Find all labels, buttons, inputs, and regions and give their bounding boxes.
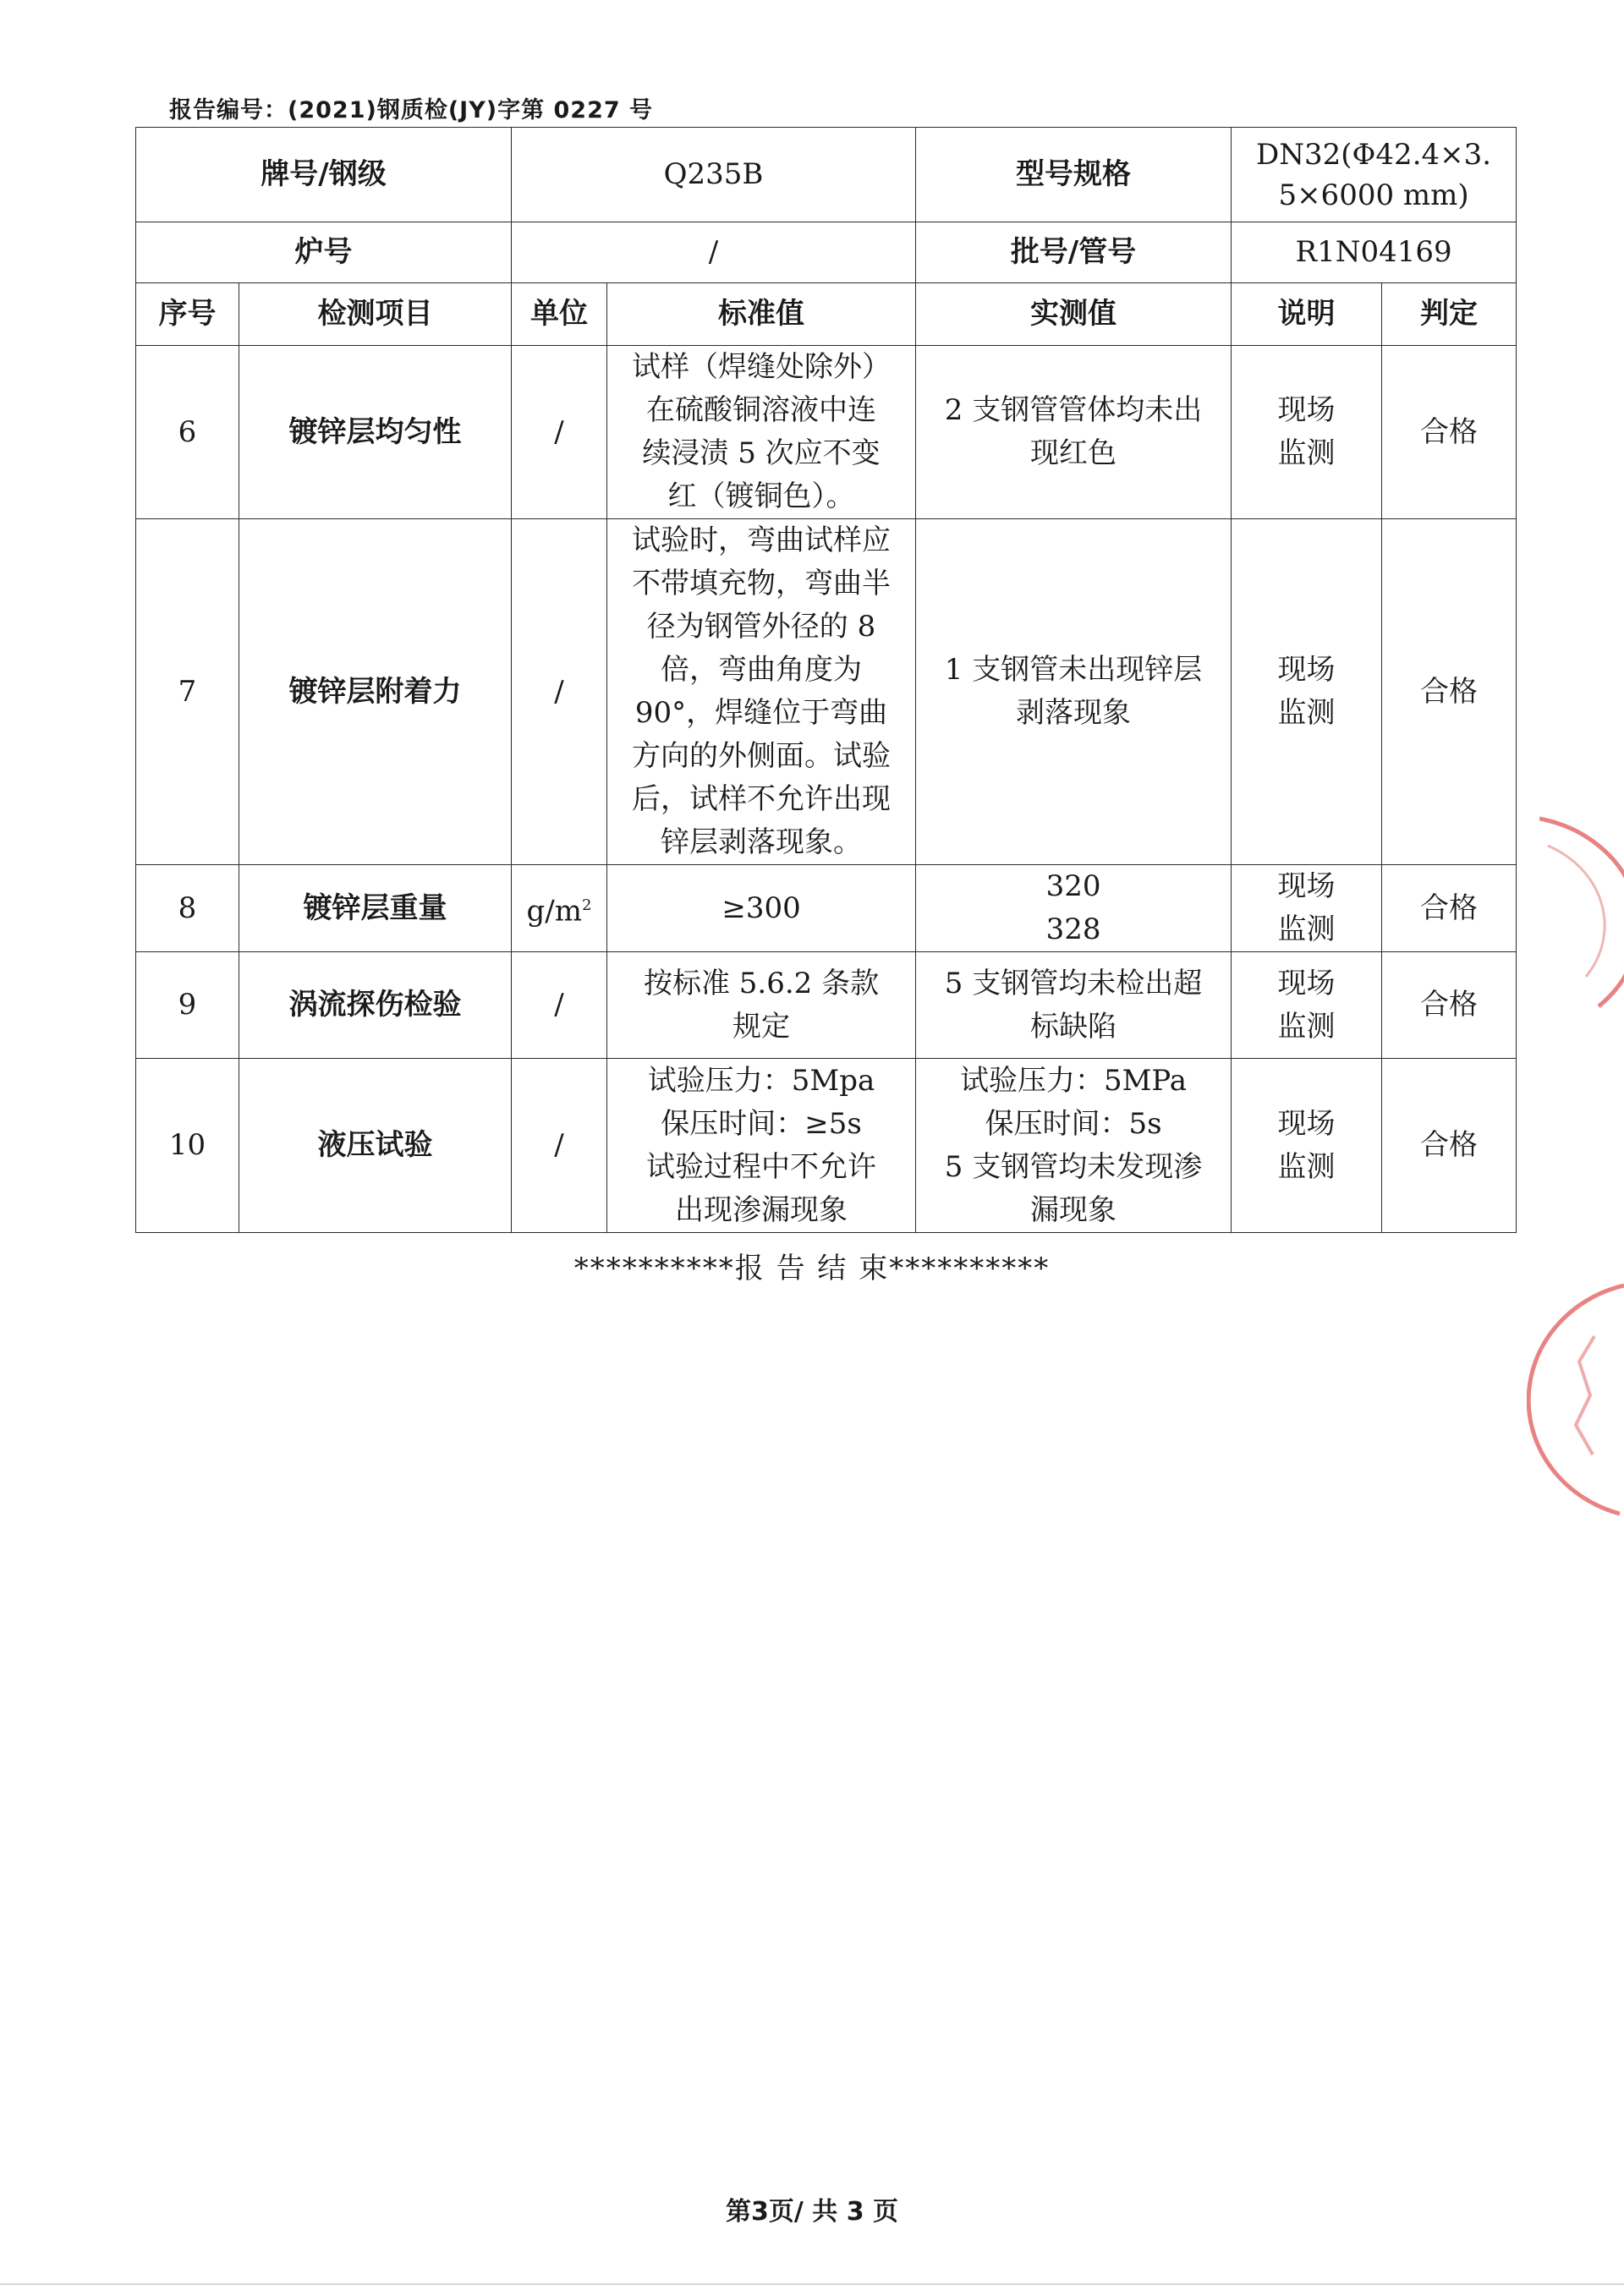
row-standard — [607, 1059, 916, 1233]
note-line: 现场 — [1277, 1106, 1336, 1141]
actual-line: 5 支钢管均未检出超 — [944, 966, 1203, 1000]
standard-line: 续浸渍 5 次应不变 — [642, 436, 881, 470]
row-actual — [916, 519, 1232, 865]
row-item: 液压试验 — [239, 1059, 512, 1233]
standard-line: 规定 — [732, 1009, 791, 1044]
unit-base: g/m — [526, 894, 583, 929]
row-standard — [607, 519, 916, 865]
batch-label: 批号/管号 — [916, 222, 1232, 283]
actual-line: 328 — [1045, 912, 1101, 946]
standard-line: 倍，弯曲角度为 — [661, 653, 863, 687]
note-line: 现场 — [1277, 393, 1336, 427]
spec-label: 型号规格 — [916, 128, 1232, 222]
col-standard: 标准值 — [607, 283, 916, 346]
row-verdict: 合格 — [1382, 952, 1517, 1059]
report-end-marker: **********报 告 结 束********** — [573, 1252, 1051, 1285]
table-row — [136, 1059, 1517, 1233]
standard-line: 方向的外侧面。试验 — [632, 739, 892, 773]
table-row — [136, 346, 1517, 519]
col-seq: 序号 — [136, 283, 239, 346]
spec-value — [1232, 128, 1517, 222]
actual-line: 320 — [1045, 869, 1101, 903]
row-seq: 6 — [136, 346, 239, 519]
heat-label: 炉号 — [136, 222, 512, 283]
standard-line: 保压时间：≥5s — [661, 1106, 862, 1141]
row-verdict: 合格 — [1382, 519, 1517, 865]
seal-stamp-upper — [1539, 812, 1624, 1032]
standard-line: 90°，焊缝位于弯曲 — [634, 696, 888, 730]
row-item: 镀锌层重量 — [239, 865, 512, 952]
col-verdict: 判定 — [1382, 283, 1517, 346]
standard-line: 锌层剥落现象。 — [661, 825, 863, 859]
row-actual — [916, 346, 1232, 519]
brand-value: Q235B — [512, 128, 916, 222]
row-verdict: 合格 — [1382, 346, 1517, 519]
row-seq: 9 — [136, 952, 239, 1059]
standard-line: 试验过程中不允许 — [646, 1149, 877, 1184]
table-row — [136, 519, 1517, 865]
test-results-table — [135, 127, 1517, 1233]
standard-line: ≥300 — [721, 890, 801, 925]
standard-line: 试验时，弯曲试样应 — [632, 523, 892, 557]
note-line: 现场 — [1277, 966, 1336, 1000]
report-number: 报告编号：(2021)钢质检(JY)字第 0227 号 — [169, 97, 654, 123]
row-actual — [916, 952, 1232, 1059]
row-unit — [512, 865, 607, 952]
page-bottom-rule — [0, 2283, 1624, 2285]
row-note — [1232, 865, 1382, 952]
row-unit: / — [512, 952, 607, 1059]
standard-line: 出现渗漏现象 — [675, 1192, 848, 1227]
standard-line: 按标准 5.6.2 条款 — [643, 966, 880, 1000]
table-row — [136, 952, 1517, 1059]
standard-line: 不带填充物，弯曲半 — [632, 567, 892, 600]
note-line: 监测 — [1277, 1009, 1336, 1044]
actual-line: 保压时间：5s — [985, 1106, 1162, 1141]
brand-label: 牌号/钢级 — [136, 128, 512, 222]
row-verdict: 合格 — [1382, 1059, 1517, 1233]
actual-line: 2 支钢管管体均未出 — [944, 393, 1203, 427]
row-verdict: 合格 — [1382, 865, 1517, 952]
row-actual — [916, 865, 1232, 952]
actual-line: 漏现象 — [1030, 1192, 1117, 1227]
spec-value-line1: DN32(Φ42.4×3. — [1256, 137, 1492, 172]
actual-line: 1 支钢管未出现锌层 — [944, 653, 1203, 687]
actual-line: 现红色 — [1030, 436, 1117, 470]
col-unit: 单位 — [512, 283, 607, 346]
product-info-row-2 — [136, 222, 1517, 283]
row-item: 镀锌层均匀性 — [239, 346, 512, 519]
col-actual: 实测值 — [916, 283, 1232, 346]
actual-line: 试验压力：5MPa — [959, 1063, 1188, 1098]
actual-line: 剥落现象 — [1016, 696, 1132, 730]
row-seq: 7 — [136, 519, 239, 865]
row-note — [1232, 346, 1382, 519]
seal-stamp-lower — [1527, 1277, 1624, 1522]
col-item: 检测项目 — [239, 283, 512, 346]
col-note: 说明 — [1232, 283, 1382, 346]
heat-value: / — [512, 222, 916, 283]
standard-line: 在硫酸铜溶液中连 — [646, 393, 877, 427]
note-line: 监测 — [1277, 912, 1336, 946]
row-unit: / — [512, 519, 607, 865]
standard-line: 试验压力：5Mpa — [647, 1063, 875, 1098]
unit-sup: 2 — [582, 896, 592, 914]
row-standard — [607, 865, 916, 952]
page-indicator: 第3页/ 共 3 页 — [725, 2197, 899, 2227]
batch-value: R1N04169 — [1232, 222, 1517, 283]
note-line: 监测 — [1277, 436, 1336, 470]
row-seq: 10 — [136, 1059, 239, 1233]
row-seq: 8 — [136, 865, 239, 952]
row-unit: / — [512, 346, 607, 519]
product-info-row-1 — [136, 128, 1517, 222]
note-line: 监测 — [1277, 696, 1336, 730]
standard-line: 后，试样不允许出现 — [632, 782, 892, 816]
row-note — [1232, 519, 1382, 865]
row-standard — [607, 952, 916, 1059]
standard-line: 径为钢管外径的 8 — [646, 610, 876, 644]
actual-line: 5 支钢管均未发现渗 — [944, 1149, 1203, 1184]
row-unit: / — [512, 1059, 607, 1233]
row-note — [1232, 952, 1382, 1059]
note-line: 现场 — [1277, 653, 1336, 687]
row-item: 镀锌层附着力 — [239, 519, 512, 865]
row-standard — [607, 346, 916, 519]
standard-line: 试样（焊缝处除外） — [632, 350, 892, 384]
row-note — [1232, 1059, 1382, 1233]
actual-line: 标缺陷 — [1030, 1009, 1117, 1044]
spec-value-line2: 5×6000 mm) — [1278, 178, 1469, 212]
column-header-row — [136, 283, 1517, 346]
row-actual — [916, 1059, 1232, 1233]
standard-line: 红（镀铜色）。 — [667, 479, 855, 513]
row-item: 涡流探伤检验 — [239, 952, 512, 1059]
table-row — [136, 865, 1517, 952]
note-line: 现场 — [1277, 869, 1336, 903]
note-line: 监测 — [1277, 1149, 1336, 1184]
